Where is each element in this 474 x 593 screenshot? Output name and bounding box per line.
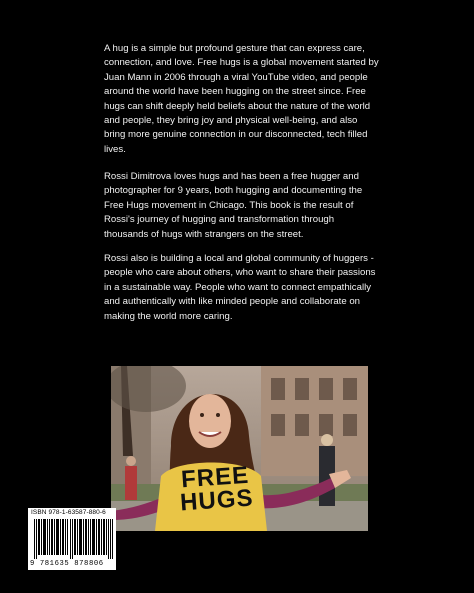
description-paragraph-3: Rossi also is building a local and global community of huggers - people who care about others, who want to share their passions in a sustainable way. People who want to connect empathically and authentically with like minded people and collaborate on making the world more caring. <box>104 253 376 322</box>
isbn-label: ISBN 978-1-63587-880-6 <box>31 509 106 516</box>
isbn-digits: 9 781635 878806 <box>30 560 104 568</box>
shirt-text-hugs: HUGS <box>179 484 255 517</box>
shirt-text-free: FREE <box>180 461 251 494</box>
description-paragraph-2: Rossi Dimitrova loves hugs and has been a free hugger and photographer for 9 years, both hugging and documenting the Free Hugs movement in Chicago. This book is the result of Rossi's journey of hugging and transformation through thousands of hugs with strangers on the street. <box>104 171 363 240</box>
shirt-text <box>170 463 263 515</box>
isbn-barcode <box>28 508 116 570</box>
barcode-icon <box>34 519 114 559</box>
author-photo <box>111 366 368 531</box>
description-paragraph-1: A hug is a simple but profound gesture that can express care, connection, and love. Free hugs is a global movement started by Juan Mann in 2006 through a viral YouTube video, and people around the world have been hugging on the street since. Free hugs can shift deeply held beliefs about the nature of the world and people, they bring joy and physical well-being, and also bring more genuine connection in our disconnected, tech filled lives. <box>104 43 379 155</box>
